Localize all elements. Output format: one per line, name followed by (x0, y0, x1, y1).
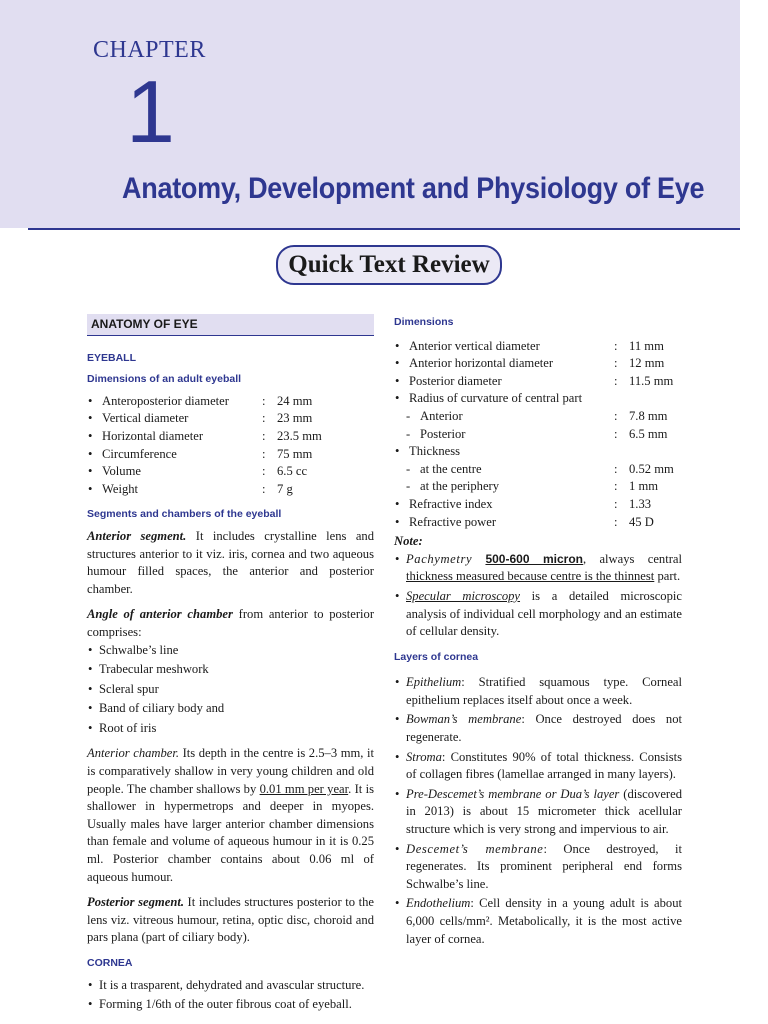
list-item: • Specular microscopy is a detailed microscopic analysis of individual cell morphology and an estimate of cellular density. (394, 588, 682, 641)
note-label: Note: (394, 534, 423, 549)
list-item: • Trabecular meshwork (87, 661, 374, 679)
list-item: - Posterior : 6.5 mm (394, 426, 682, 444)
list-item: • Thickness (394, 443, 682, 461)
left-column (87, 314, 374, 1022)
layers-heading: Layers of cornea (394, 650, 479, 663)
anterior-chamber-paragraph: Anterior chamber. Its depth in the centre is 2.5–3 mm, it is comparatively shallow in very young children and old people. The chamber shallows by 0.01 mm per year. It is shallower in hypermetrops and deeper in myopes. Usually males have larger anterior chamber dimensions than female and volume of aqueous humour in it is 0.25 ml. Posterior chamber contains about 0.06 ml of aqueous humour. (87, 746, 374, 884)
segments-heading: Segments and chambers of the eyeball (87, 508, 282, 521)
list-item: • Anterior horizontal diameter : 12 mm (394, 355, 682, 373)
list-item: • Volume : 6.5 cc (87, 463, 374, 481)
cornea-dimensions-heading: Dimensions (394, 316, 454, 328)
list-item: • Refractive index : 1.33 (394, 496, 682, 514)
eyeball-dimensions-list (87, 393, 374, 499)
note-list (394, 551, 682, 641)
list-item: • Forming 1/6th of the outer fibrous coat of eyeball. (87, 996, 374, 1014)
cornea-layers-list (394, 674, 682, 948)
right-column (394, 314, 682, 956)
chapter-number: 1 (126, 62, 175, 161)
list-item: • Epithelium: Stratified squamous type. Corneal epithelium replaces itself about once a week. (394, 674, 682, 709)
list-item: - Anterior : 7.8 mm (394, 408, 682, 426)
list-item: • Horizontal diameter : 23.5 mm (87, 428, 374, 446)
posterior-segment-paragraph: Posterior segment. It includes structures posterior to the lens viz. vitreous humour, retina, optic disc, choroid and pars plana (part of ciliary body). (87, 895, 374, 945)
list-item: • Pachymetry 500-600 micron, always central thickness measured because centre is the thinnest part. (394, 551, 682, 586)
section-title-bar: ANATOMY OF EYE (87, 314, 374, 336)
list-item: • It is a trasparent, dehydrated and avascular structure. (87, 977, 374, 995)
list-item: • Radius of curvature of central part (394, 390, 682, 408)
chapter-label: CHAPTER (93, 37, 206, 63)
chapter-title: Anatomy, Development and Physiology of Eye (122, 172, 705, 205)
eyeball-heading: EYEBALL (87, 351, 137, 364)
list-item: • Schwalbe’s line (87, 642, 374, 660)
list-item: • Vertical diameter : 23 mm (87, 410, 374, 428)
header-divider (28, 228, 740, 230)
list-item: • Anterior vertical diameter : 11 mm (394, 338, 682, 356)
eyeball-dimensions-heading: Dimensions of an adult eyeball (87, 373, 242, 386)
list-item: • Pre-Descemet’s membrane or Dua’s layer (discovered in 2013) is about 15 micrometer thick acellular structure which is very strong and impervious to air. (394, 786, 682, 839)
list-item: • Descemet’s membrane: Once destroyed, it regenerates. Its prominent peripheral end forms Schwalbe’s line. (394, 841, 682, 894)
cornea-list (87, 977, 374, 1014)
list-item: • Stroma: Constitutes 90% of total thickness. Consists of collagen fibres (lamellae arranged in many layers). (394, 749, 682, 784)
list-item: - at the centre : 0.52 mm (394, 461, 682, 479)
list-item: • Scleral spur (87, 681, 374, 699)
angle-paragraph: Angle of anterior chamber from anterior to posterior comprises: (87, 607, 375, 639)
cornea-dimensions-list (394, 338, 682, 532)
list-item: • Refractive power : 45 D (394, 514, 682, 532)
list-item: • Posterior diameter : 11.5 mm (394, 373, 682, 391)
list-item: • Circumference : 75 mm (87, 446, 374, 464)
list-item: • Anteroposterior diameter : 24 mm (87, 393, 374, 411)
cornea-heading: CORNEA (87, 957, 133, 969)
angle-structures-list (87, 642, 374, 738)
list-item: - at the periphery : 1 mm (394, 478, 682, 496)
list-item: • Root of iris (87, 720, 374, 738)
anterior-segment-paragraph: Anterior segment. It includes crystalline lens and structures anterior to it viz. iris, cornea and two aqueous humour filled spaces, the anterior and posterior chamber. (87, 528, 374, 596)
list-item: • Endothelium: Cell density in a young adult is about 6,000 cells/mm². Metabolically, it is the most active layer of cornea. (394, 895, 682, 948)
list-item: • Band of ciliary body and (87, 700, 374, 718)
list-item: • Bowman’s membrane: Once destroyed does not regenerate. (394, 711, 682, 746)
list-item: • Weight : 7 g (87, 481, 374, 499)
quick-text-review-badge: Quick Text Review (276, 245, 502, 285)
